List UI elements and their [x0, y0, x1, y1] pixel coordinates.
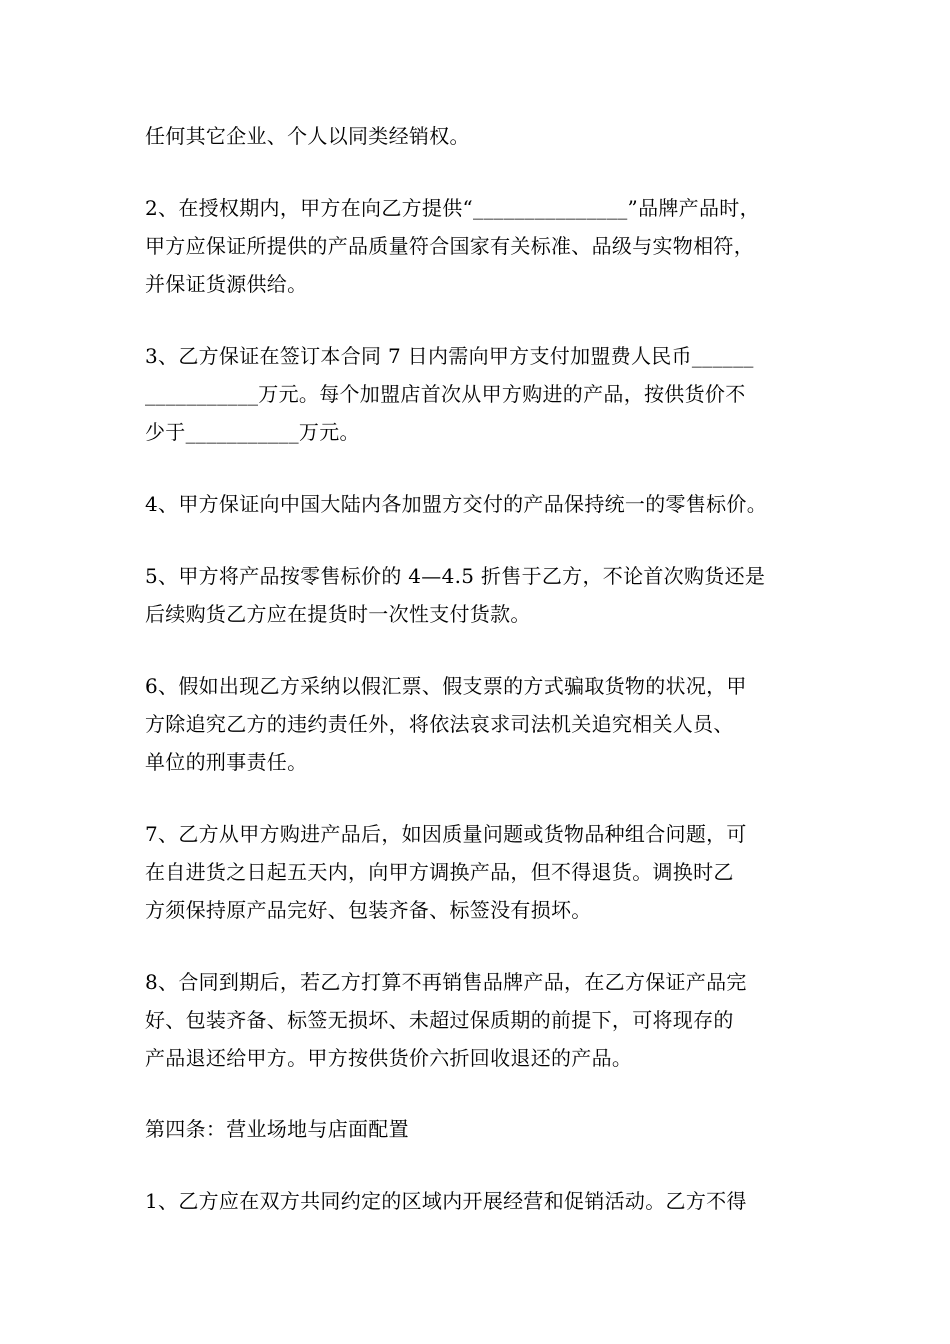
- text-line: 任何其它企业、个人以同类经销权。: [145, 124, 470, 148]
- text-line: 好、包装齐备、标签无损坏、未超过保质期的前提下，可将现存的: [145, 1008, 734, 1032]
- text-line: 产品退还给甲方。甲方按供货价六折回收退还的产品。: [145, 1046, 633, 1070]
- text-line: 方除追究乙方的违约责任外，将依法哀求司法机关追究相关人员、: [145, 712, 734, 736]
- text-line: 2、在授权期内，甲方在向乙方提供“_______________”品牌产品时，: [145, 196, 760, 220]
- text-line: 6、假如出现乙方采纳以假汇票、假支票的方式骗取货物的状况，甲: [145, 674, 747, 698]
- text-line: 甲方应保证所提供的产品质量符合国家有关标准、品级与实物相符，: [145, 234, 754, 258]
- text-line: 4、甲方保证向中国大陆内各加盟方交付的产品保持统一的零售标价。: [145, 492, 768, 516]
- text-line: 1、乙方应在双方共同约定的区域内开展经营和促销活动。乙方不得: [145, 1189, 747, 1213]
- text-line: 方须保持原产品完好、包装齐备、标签没有损坏。: [145, 898, 592, 922]
- text-line: ___________万元。每个加盟店首次从甲方购进的产品，按供货价不: [145, 382, 746, 406]
- text-line: 5、甲方将产品按零售标价的 4—4.5 折售于乙方，不论首次购货还是: [145, 564, 766, 588]
- section-heading: 第四条：营业场地与店面配置: [145, 1117, 409, 1141]
- text-line: 少于___________万元。: [145, 420, 360, 444]
- text-line: 单位的刑事责任。: [145, 750, 308, 774]
- text-line: 在自进货之日起五天内，向甲方调换产品，但不得退货。调换时乙: [145, 860, 734, 884]
- text-line: 后续购货乙方应在提货时一次性支付货款。: [145, 602, 531, 626]
- text-line: 7、乙方从甲方购进产品后，如因质量问题或货物品种组合问题，可: [145, 822, 747, 846]
- text-line: 8、合同到期后，若乙方打算不再销售品牌产品，在乙方保证产品完: [145, 970, 747, 994]
- text-line: 3、乙方保证在签订本合同 7 日内需向甲方支付加盟费人民币______: [145, 344, 754, 368]
- text-line: 并保证货源供给。: [145, 272, 308, 296]
